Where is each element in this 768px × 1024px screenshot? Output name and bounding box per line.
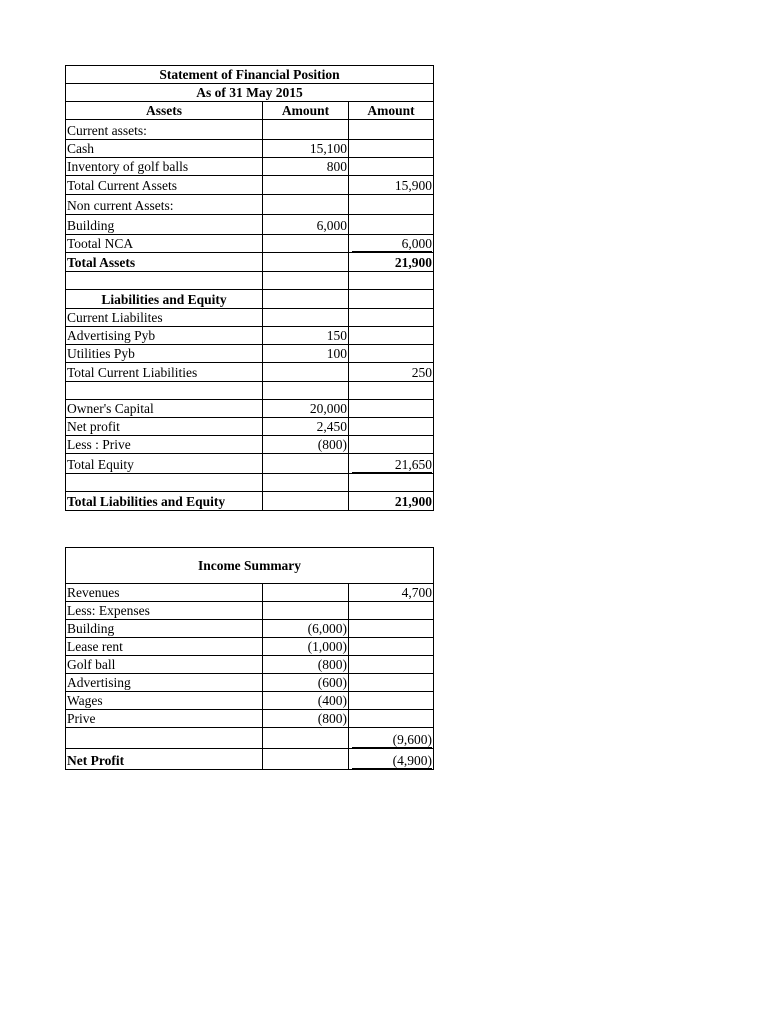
total-liabilities-equity-amount[interactable]: 21,900	[349, 492, 434, 511]
financial-position-table	[65, 65, 434, 511]
cell-empty[interactable]	[349, 400, 434, 418]
cell-empty[interactable]	[66, 474, 263, 492]
cell-empty[interactable]	[263, 309, 349, 327]
expense-label[interactable]: Golf ball	[66, 656, 263, 674]
cell-empty[interactable]	[263, 474, 349, 492]
total-nca-label[interactable]: Tootal NCA	[66, 235, 263, 253]
cell-empty[interactable]	[263, 602, 349, 620]
expense-label[interactable]: Building	[66, 620, 263, 638]
utilities-pyb-label[interactable]: Utilities Pyb	[66, 345, 263, 363]
expense-amount[interactable]: (6,000)	[263, 620, 349, 638]
cell-empty[interactable]	[263, 382, 349, 400]
expense-label[interactable]: Lease rent	[66, 638, 263, 656]
cell-empty[interactable]	[349, 436, 434, 454]
total-equity-amount[interactable]	[349, 454, 434, 474]
header-amount-2[interactable]: Amount	[349, 102, 434, 120]
less-expenses-label[interactable]: Less: Expenses	[66, 602, 263, 620]
cell-empty[interactable]	[349, 656, 434, 674]
total-current-assets-amount[interactable]: 15,900	[349, 176, 434, 195]
cell-empty[interactable]	[263, 176, 349, 195]
liabilities-equity-heading[interactable]: Liabilities and Equity	[66, 290, 263, 309]
cell-empty[interactable]	[263, 749, 349, 770]
inventory-amount[interactable]: 800	[263, 158, 349, 176]
expense-amount[interactable]: (800)	[263, 656, 349, 674]
total-liabilities-equity-label[interactable]: Total Liabilities and Equity	[66, 492, 263, 511]
cell-empty[interactable]	[66, 382, 263, 400]
expense-amount[interactable]: (1,000)	[263, 638, 349, 656]
cell-empty[interactable]	[349, 692, 434, 710]
cell-empty[interactable]	[349, 158, 434, 176]
cell-empty[interactable]	[349, 140, 434, 158]
cell-empty[interactable]	[349, 382, 434, 400]
cell-empty[interactable]	[349, 620, 434, 638]
utilities-pyb-amount[interactable]: 100	[263, 345, 349, 363]
cell-empty[interactable]	[349, 345, 434, 363]
total-equity-label[interactable]: Total Equity	[66, 454, 263, 474]
cash-label[interactable]: Cash	[66, 140, 263, 158]
cell-empty[interactable]	[349, 474, 434, 492]
owners-capital-amount[interactable]: 20,000	[263, 400, 349, 418]
total-current-assets-label[interactable]: Total Current Assets	[66, 176, 263, 195]
total-assets-amount[interactable]: 21,900	[349, 253, 434, 272]
cell-empty[interactable]	[349, 602, 434, 620]
cell-empty[interactable]	[349, 290, 434, 309]
expense-amount[interactable]: (400)	[263, 692, 349, 710]
net-profit-amount[interactable]: 2,450	[263, 418, 349, 436]
cell-empty[interactable]	[349, 674, 434, 692]
non-current-assets-label[interactable]: Non current Assets:	[66, 195, 263, 215]
cell-empty[interactable]	[349, 215, 434, 235]
total-expenses-amount[interactable]	[349, 728, 434, 749]
sfp-subtitle[interactable]: As of 31 May 2015	[66, 84, 434, 102]
inventory-label[interactable]: Inventory of golf balls	[66, 158, 263, 176]
cell-empty[interactable]	[349, 309, 434, 327]
cell-empty[interactable]	[349, 195, 434, 215]
total-current-liabilities-label[interactable]: Total Current Liabilities	[66, 363, 263, 382]
cell-empty[interactable]	[349, 638, 434, 656]
total-expenses-value: (9,600)	[352, 732, 432, 748]
expense-label[interactable]: Prive	[66, 710, 263, 728]
income-summary-table	[65, 547, 434, 770]
cell-empty[interactable]	[349, 327, 434, 345]
revenues-label[interactable]: Revenues	[66, 584, 263, 602]
net-profit-label[interactable]: Net profit	[66, 418, 263, 436]
advertising-pyb-amount[interactable]: 150	[263, 327, 349, 345]
total-current-liabilities-amount[interactable]: 250	[349, 363, 434, 382]
cell-empty[interactable]	[263, 454, 349, 474]
expense-amount[interactable]: (800)	[263, 710, 349, 728]
net-profit-total-value: (4,900)	[352, 753, 432, 769]
cell-empty[interactable]	[263, 290, 349, 309]
current-liabilities-label[interactable]: Current Liabilites	[66, 309, 263, 327]
cell-empty[interactable]	[263, 363, 349, 382]
total-assets-label[interactable]: Total Assets	[66, 253, 263, 272]
cell-empty[interactable]	[263, 492, 349, 511]
cell-empty[interactable]	[66, 272, 263, 290]
cell-empty[interactable]	[349, 272, 434, 290]
owners-capital-label[interactable]: Owner's Capital	[66, 400, 263, 418]
less-prive-label[interactable]: Less : Prive	[66, 436, 263, 454]
header-assets[interactable]: Assets	[66, 102, 263, 120]
advertising-pyb-label[interactable]: Advertising Pyb	[66, 327, 263, 345]
less-prive-amount[interactable]: (800)	[263, 436, 349, 454]
income-summary-title[interactable]: Income Summary	[66, 548, 434, 584]
cell-empty[interactable]	[263, 235, 349, 253]
sfp-title[interactable]: Statement of Financial Position	[66, 66, 434, 84]
building-amount[interactable]: 6,000	[263, 215, 349, 235]
revenues-amount[interactable]: 4,700	[349, 584, 434, 602]
cell-empty[interactable]	[349, 710, 434, 728]
total-nca-value: 6,000	[352, 236, 432, 252]
cell-empty[interactable]	[263, 120, 349, 140]
cell-empty[interactable]	[349, 418, 434, 436]
cell-empty[interactable]	[263, 272, 349, 290]
building-label[interactable]: Building	[66, 215, 263, 235]
cell-empty[interactable]	[263, 728, 349, 749]
cash-amount[interactable]: 15,100	[263, 140, 349, 158]
net-profit-total-label[interactable]: Net Profit	[66, 749, 263, 770]
cell-empty[interactable]	[263, 253, 349, 272]
cell-empty[interactable]	[66, 728, 263, 749]
cell-empty[interactable]	[263, 584, 349, 602]
current-assets-label[interactable]: Current assets:	[66, 120, 263, 140]
total-nca-amount[interactable]	[349, 235, 434, 253]
cell-empty[interactable]	[349, 120, 434, 140]
net-profit-total-amount[interactable]	[349, 749, 434, 770]
expense-label[interactable]: Wages	[66, 692, 263, 710]
expense-label[interactable]: Advertising	[66, 674, 263, 692]
cell-empty[interactable]	[263, 195, 349, 215]
expense-amount[interactable]: (600)	[263, 674, 349, 692]
header-amount-1[interactable]: Amount	[263, 102, 349, 120]
total-equity-value: 21,650	[352, 457, 432, 473]
